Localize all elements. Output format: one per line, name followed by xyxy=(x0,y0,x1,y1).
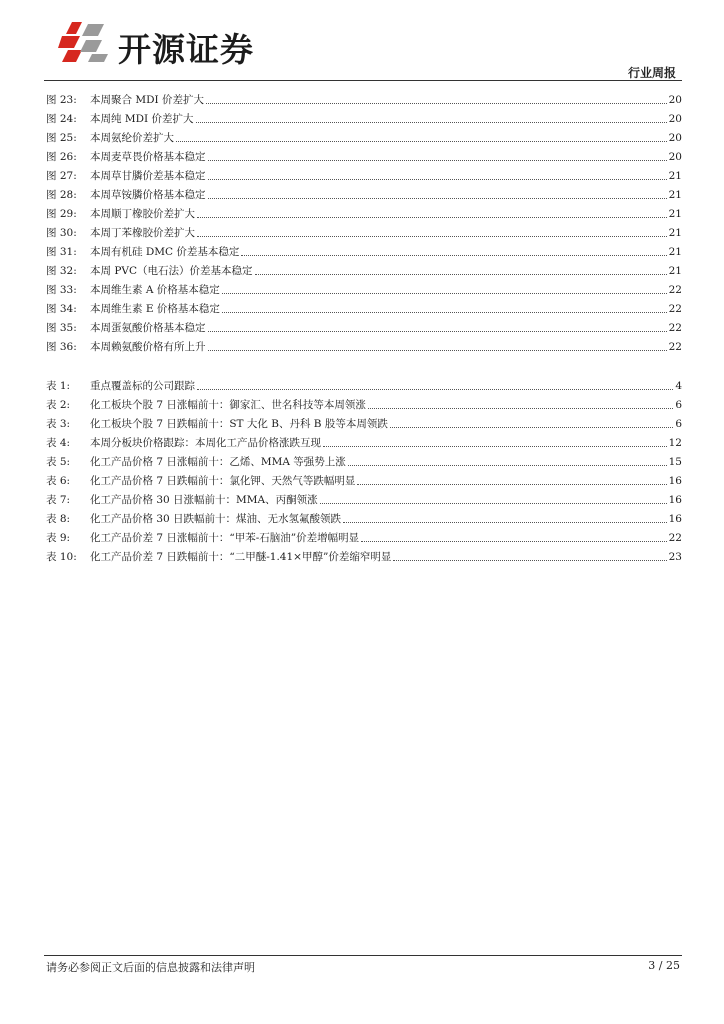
table-entry[interactable] xyxy=(46,507,682,526)
dot-leader xyxy=(241,255,666,256)
entry-page-number: 22 xyxy=(668,322,682,334)
entry-title: 本周有机硅 DMC 价差基本稳定 xyxy=(90,246,240,258)
entry-label: 图 28: xyxy=(46,189,77,201)
entry-page-number: 21 xyxy=(668,265,682,277)
entry-page-number: 15 xyxy=(668,456,682,468)
entry-page-number: 21 xyxy=(668,170,682,182)
table-entry[interactable] xyxy=(46,450,682,469)
entry-label: 表 3: xyxy=(46,418,71,430)
company-logo xyxy=(58,18,278,68)
entry-title: 本周维生素 A 价格基本稳定 xyxy=(90,284,220,296)
entry-label: 图 25: xyxy=(46,132,77,144)
dot-leader xyxy=(196,122,667,123)
dot-leader xyxy=(390,427,673,428)
entry-title: 本周草铵膦价格基本稳定 xyxy=(90,189,206,201)
figure-entry[interactable] xyxy=(46,278,682,297)
entry-label: 图 31: xyxy=(46,246,77,258)
report-type: 行业周报 xyxy=(627,66,676,80)
entry-page-number: 21 xyxy=(668,208,682,220)
entry-title: 本周聚合 MDI 价差扩大 xyxy=(90,94,204,106)
figure-entry[interactable] xyxy=(46,259,682,278)
figure-entry[interactable] xyxy=(46,316,682,335)
entry-page-number: 21 xyxy=(668,246,682,258)
figure-entry[interactable] xyxy=(46,202,682,221)
entry-label: 表 1: xyxy=(46,380,71,392)
entry-title: 本周氨纶价差扩大 xyxy=(90,132,174,144)
entry-title: 化工板块个股 7 日涨幅前十：御家汇、世名科技等本周领涨 xyxy=(90,399,366,411)
figure-entry[interactable] xyxy=(46,297,682,316)
kaiyuan-logo-icon xyxy=(58,20,110,64)
table-entry[interactable] xyxy=(46,526,682,545)
entry-page-number: 16 xyxy=(668,494,682,506)
dot-leader xyxy=(222,312,667,313)
entry-title: 重点覆盖标的公司跟踪 xyxy=(90,380,195,392)
dot-leader xyxy=(357,484,666,485)
dot-leader xyxy=(320,503,667,504)
entry-page-number: 4 xyxy=(675,380,682,392)
figure-entry[interactable] xyxy=(46,126,682,145)
entry-page-number: 21 xyxy=(668,189,682,201)
entry-label: 图 35: xyxy=(46,322,77,334)
dot-leader xyxy=(208,198,667,199)
entry-label: 图 36: xyxy=(46,341,77,353)
dot-leader xyxy=(197,389,673,390)
figure-entry[interactable] xyxy=(46,145,682,164)
figure-entry[interactable] xyxy=(46,107,682,126)
entry-page-number: 20 xyxy=(668,132,682,144)
table-entry[interactable] xyxy=(46,412,682,431)
dot-leader xyxy=(197,217,667,218)
entry-label: 图 24: xyxy=(46,113,77,125)
entry-label: 图 29: xyxy=(46,208,77,220)
entry-label: 图 27: xyxy=(46,170,77,182)
brand-name: 开源证券 xyxy=(118,30,254,69)
page-header xyxy=(0,0,724,82)
dot-leader xyxy=(208,331,667,332)
entry-page-number: 23 xyxy=(668,551,682,563)
entry-label: 表 4: xyxy=(46,437,71,449)
entry-page-number: 16 xyxy=(668,513,682,525)
table-entry[interactable] xyxy=(46,431,682,450)
entry-title: 化工产品价格 30 日跌幅前十：煤油、无水氢氟酸领跌 xyxy=(90,513,342,525)
entry-label: 表 10: xyxy=(46,551,77,563)
entry-page-number: 6 xyxy=(675,418,682,430)
entry-title: 本周丁苯橡胶价差扩大 xyxy=(90,227,195,239)
entry-page-number: 21 xyxy=(668,227,682,239)
entry-title: 化工产品价差 7 日涨幅前十：“甲苯-石脑油”价差增幅明显 xyxy=(90,532,360,544)
entry-title: 化工产品价格 30 日涨幅前十：MMA、丙酮领涨 xyxy=(90,494,318,506)
entry-title: 本周 PVC（电石法）价差基本稳定 xyxy=(90,265,253,277)
entry-title: 本周维生素 E 价格基本稳定 xyxy=(90,303,220,315)
entry-title: 化工产品价格 7 日涨幅前十：乙烯、MMA 等强势上涨 xyxy=(90,456,346,468)
table-entry[interactable] xyxy=(46,488,682,507)
dot-leader xyxy=(323,446,667,447)
page-number: 3 / 25 xyxy=(648,959,680,972)
entry-title: 本周蛋氨酸价格基本稳定 xyxy=(90,322,206,334)
table-entry[interactable] xyxy=(46,469,682,488)
figure-entry[interactable] xyxy=(46,335,682,354)
table-entry[interactable] xyxy=(46,374,682,393)
entry-title: 本周顺丁橡胶价差扩大 xyxy=(90,208,195,220)
footer-divider xyxy=(44,955,682,956)
figure-entry[interactable] xyxy=(46,164,682,183)
entry-title: 化工产品价格 7 日跌幅前十：氯化钾、天然气等跌幅明显 xyxy=(90,475,356,487)
entry-label: 表 5: xyxy=(46,456,71,468)
entry-page-number: 20 xyxy=(668,113,682,125)
entry-label: 表 7: xyxy=(46,494,71,506)
entry-page-number: 12 xyxy=(668,437,682,449)
entry-label: 表 2: xyxy=(46,399,71,411)
entry-label: 表 8: xyxy=(46,513,71,525)
header-divider xyxy=(44,80,682,81)
entry-page-number: 6 xyxy=(675,399,682,411)
dot-leader xyxy=(206,103,667,104)
entry-label: 图 23: xyxy=(46,94,77,106)
dot-leader xyxy=(343,522,667,523)
dot-leader xyxy=(208,160,667,161)
entry-label: 图 32: xyxy=(46,265,77,277)
entry-title: 本周麦草畏价格基本稳定 xyxy=(90,151,206,163)
table-list xyxy=(46,374,682,564)
entry-page-number: 22 xyxy=(668,341,682,353)
entry-page-number: 16 xyxy=(668,475,682,487)
table-entry[interactable] xyxy=(46,545,682,564)
entry-label: 图 34: xyxy=(46,303,77,315)
entry-page-number: 22 xyxy=(668,284,682,296)
entry-page-number: 20 xyxy=(668,94,682,106)
dot-leader xyxy=(255,274,667,275)
dot-leader xyxy=(197,236,667,237)
dot-leader xyxy=(208,350,667,351)
entry-label: 表 9: xyxy=(46,532,71,544)
entry-title: 本周草甘膦价差基本稳定 xyxy=(90,170,206,182)
figure-list xyxy=(46,88,682,354)
entry-title: 本周赖氨酸价格有所上升 xyxy=(90,341,206,353)
entry-page-number: 22 xyxy=(668,532,682,544)
entry-label: 表 6: xyxy=(46,475,71,487)
entry-page-number: 20 xyxy=(668,151,682,163)
dot-leader xyxy=(361,541,666,542)
entry-label: 图 30: xyxy=(46,227,77,239)
entry-title: 化工产品价差 7 日跌幅前十：“二甲醚-1.41×甲醇”价差缩窄明显 xyxy=(90,551,392,563)
dot-leader xyxy=(368,408,673,409)
figure-entry[interactable] xyxy=(46,221,682,240)
entry-page-number: 22 xyxy=(668,303,682,315)
entry-title: 本周纯 MDI 价差扩大 xyxy=(90,113,194,125)
figure-entry[interactable] xyxy=(46,183,682,202)
dot-leader xyxy=(222,293,667,294)
dot-leader xyxy=(393,560,666,561)
dot-leader xyxy=(208,179,667,180)
dot-leader xyxy=(348,465,667,466)
figure-entry[interactable] xyxy=(46,240,682,259)
entry-title: 化工板块个股 7 日跌幅前十：ST 大化 B、丹科 B 股等本周领跌 xyxy=(90,418,388,430)
entry-label: 图 33: xyxy=(46,284,77,296)
figure-entry[interactable] xyxy=(46,88,682,107)
entry-label: 图 26: xyxy=(46,151,77,163)
footer-disclaimer: 请务必参阅正文后面的信息披露和法律声明 xyxy=(46,961,255,974)
dot-leader xyxy=(176,141,667,142)
entry-title: 本周分板块价格跟踪：本周化工产品价格涨跌互现 xyxy=(90,437,321,449)
table-entry[interactable] xyxy=(46,393,682,412)
